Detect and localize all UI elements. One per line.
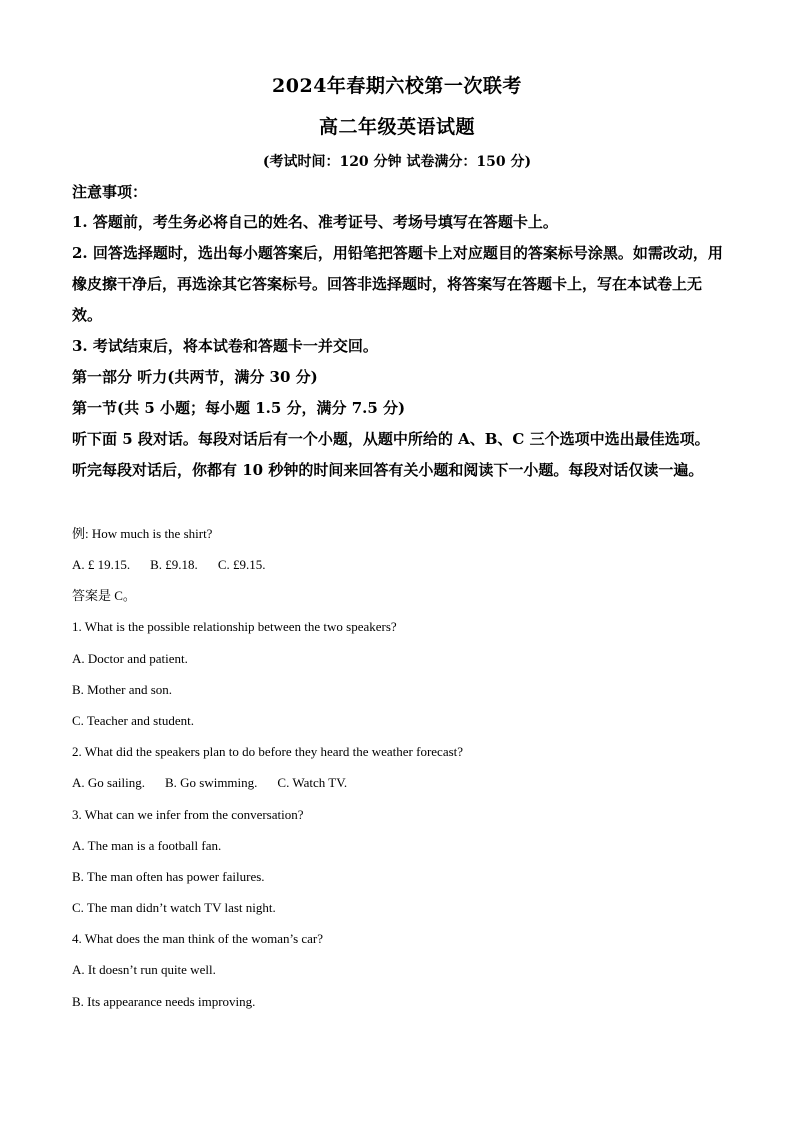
exam-title: 2024年春期六校第一次联考 — [272, 75, 522, 97]
notice-item-2: 2. 回答选择题时，选出每小题答案后，用铅笔把答题卡上对应题目的答案标号涂黑。如需改动，用橡皮擦干净后，再选涂其它答案标号。回答非选择题时，将答案写在答题卡上，写在本试卷上无效。 — [72, 244, 723, 324]
question-3-option-c: C. The man didn’t watch TV last night. — [72, 900, 276, 915]
question-2-option-c: C. Watch TV. — [277, 775, 348, 790]
question-1-option-c: C. Teacher and student. — [72, 713, 194, 728]
exam-subtitle: 高二年级英语试题 — [318, 116, 475, 138]
question-2-option-b: B. Go swimming. — [164, 775, 258, 790]
example-option-c: C. £9.15. — [217, 557, 266, 572]
question-1-option-a: A. Doctor and patient. — [72, 651, 188, 666]
question-2-option-a: A. Go sailing. — [72, 775, 145, 790]
question-3-option-a: A. The man is a football fan. — [72, 838, 222, 853]
question-1: 1. What is the possible relationship between the two speakers? — [72, 619, 397, 634]
notice-item-3: 3. 考试结束后，将本试卷和答题卡一并交回。 — [72, 337, 378, 355]
question-4: 4. What does the man think of the woman’s car? — [72, 931, 324, 946]
part-title: 第一部分 听力(共两节，满分 30 分) — [72, 368, 318, 386]
example-options — [72, 557, 265, 573]
question-4-option-a: A. It doesn’t run quite well. — [72, 962, 216, 977]
question-2-options — [72, 775, 347, 791]
example-option-a: A. £ 19.15. — [72, 557, 131, 572]
example-answer: 答案是 C。 — [72, 588, 136, 603]
notice-item-1: 1. 答题前，考生务必将自己的姓名、准考证号、考场号填写在答题卡上。 — [72, 213, 558, 231]
section-instructions: 听下面 5 段对话。每段对话后有一个小题，从题中所给的 A、B、C 三个选项中选出最佳选项。听完每段对话后，你都有 10 秒钟的时间来回答有关小题和阅读下一小题。每段对话仅读一遍。 — [72, 430, 710, 479]
example-question: 例: How much is the shirt? — [72, 526, 213, 541]
section-title: 第一节(共 5 小题；每小题 1.5 分，满分 7.5 分) — [72, 399, 406, 417]
question-4-option-b: B. Its appearance needs improving. — [72, 994, 256, 1009]
question-2: 2. What did the speakers plan to do before they heard the weather forecast? — [72, 744, 464, 759]
exam-info: (考试时间：120 分钟 试卷满分：150 分) — [262, 154, 532, 170]
example-option-b: B. £9.18. — [150, 557, 198, 572]
question-3: 3. What can we infer from the conversation? — [72, 807, 304, 822]
notice-heading: 注意事项： — [72, 183, 148, 201]
question-1-option-b: B. Mother and son. — [72, 682, 173, 697]
question-3-option-b: B. The man often has power failures. — [72, 869, 265, 884]
